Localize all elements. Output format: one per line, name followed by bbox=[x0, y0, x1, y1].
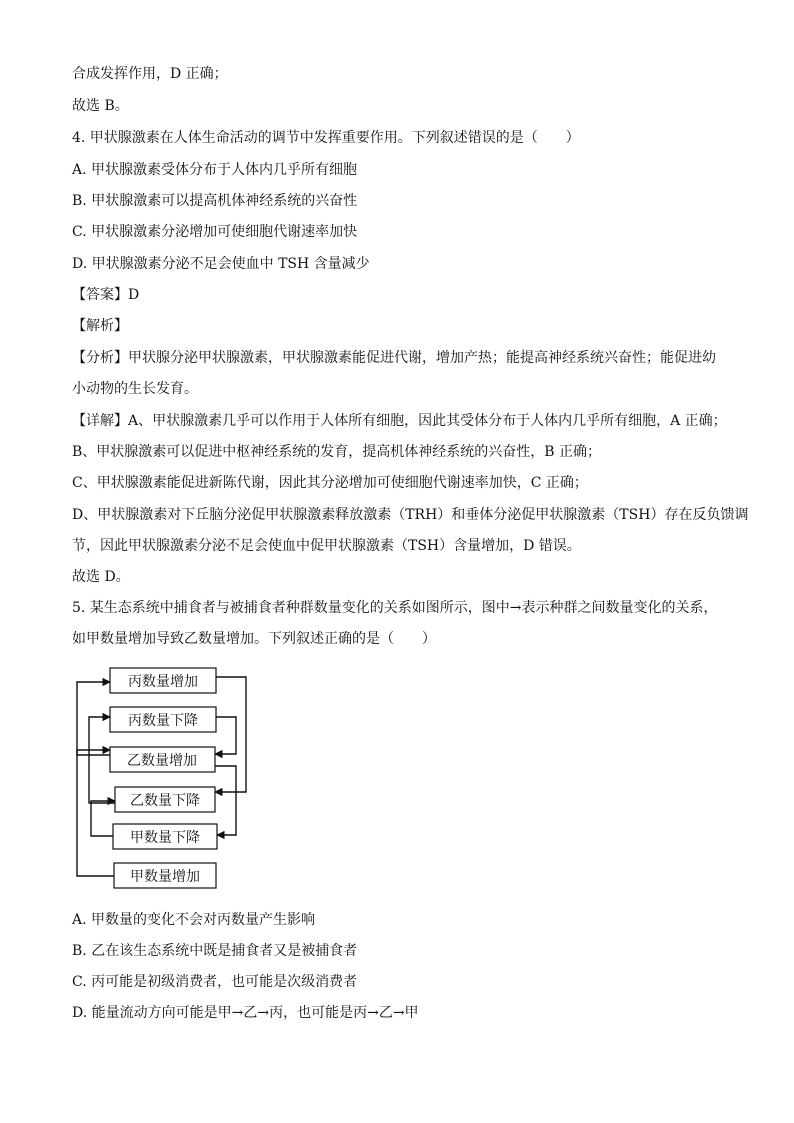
question-5-stem: 如甲数量增加导致乙数量增加。下列叙述正确的是（ ） bbox=[72, 631, 436, 647]
analysis-text: 【分析】甲状腺分泌甲状腺激素，甲状腺激素能促进代谢，增加产热；能提高神经系统兴奋性；能促进幼 bbox=[72, 350, 716, 366]
box-label: 乙数量下降 bbox=[130, 793, 200, 809]
detail-text: C、甲状腺激素能促进新陈代谢，因此其分泌增加可使细胞代谢速率加快，C 正确； bbox=[72, 475, 588, 491]
question-4-stem: 4. 甲状腺激素在人体生命活动的调节中发挥重要作用。下列叙述错误的是（ ） bbox=[72, 130, 580, 146]
q4-option-b: B. 甲状腺激素可以提高机体神经系统的兴奋性 bbox=[72, 193, 358, 209]
arrow-jia-down-to-yi-down bbox=[91, 801, 115, 836]
q5-option-c: C. 丙可能是初级消费者，也可能是次级消费者 bbox=[72, 974, 358, 990]
arrow-jia-up-to-yi-up bbox=[77, 750, 114, 876]
q4-option-a: A. 甲状腺激素受体分布于人体内几乎所有细胞 bbox=[72, 162, 358, 178]
arrow-bing-up-to-yi-down bbox=[215, 677, 246, 792]
arrow-yi-up-to-jia-down bbox=[215, 766, 236, 835]
q5-option-d: D. 能量流动方向可能是甲→乙→丙，也可能是丙→乙→甲 bbox=[72, 1005, 419, 1021]
analysis-label: 【解析】 bbox=[72, 318, 128, 334]
q5-option-b: B. 乙在该生态系统中既是捕食者又是被捕食者 bbox=[72, 943, 358, 959]
arrow-yi-up-to-bing-up bbox=[77, 682, 110, 755]
text-line: 合成发挥作用，D 正确； bbox=[72, 66, 228, 82]
q4-option-d: D. 甲状腺激素分泌不足会使血中 TSH 含量减少 bbox=[72, 256, 370, 272]
detail-text: D、甲状腺激素对下丘脑分泌促甲状腺激素释放激素（TRH）和垂体分泌促甲状腺激素（TSH）存在反负馈调 bbox=[72, 507, 749, 523]
question-5-stem: 5. 某生态系统中捕食者与被捕食者种群数量变化的关系如图所示，图中→表示种群之间数量变化的关系， bbox=[72, 600, 718, 616]
text-line: 故选 B。 bbox=[72, 98, 129, 114]
detail-text: 节，因此甲状腺激素分泌不足会使血中促甲状腺激素（TSH）含量增加，D 错误。 bbox=[72, 538, 581, 554]
box-label: 乙数量增加 bbox=[127, 753, 197, 769]
analysis-text: 小动物的生长发育。 bbox=[72, 381, 198, 397]
detail-text: B、甲状腺激素可以促进中枢神经系统的发育，提高机体神经系统的兴奋性，B 正确； bbox=[72, 444, 602, 460]
q4-option-c: C. 甲状腺激素分泌增加可使细胞代谢速率加快 bbox=[72, 224, 358, 240]
answer-label: 【答案】D bbox=[72, 287, 140, 303]
box-label: 丙数量增加 bbox=[128, 674, 198, 690]
q5-option-a: A. 甲数量的变化不会对丙数量产生影响 bbox=[72, 912, 316, 928]
box-label: 甲数量增加 bbox=[130, 869, 200, 885]
population-relationship-diagram bbox=[60, 660, 260, 890]
detail-text: 【详解】A、甲状腺激素几乎可以作用于人体所有细胞，因此其受体分布于人体内几乎所有细胞，A 正确； bbox=[72, 413, 727, 429]
text-line: 故选 D。 bbox=[72, 569, 130, 585]
arrow-bing-down-to-yi-up bbox=[215, 717, 236, 754]
box-label: 丙数量下降 bbox=[128, 713, 198, 729]
box-label: 甲数量下降 bbox=[130, 830, 200, 846]
